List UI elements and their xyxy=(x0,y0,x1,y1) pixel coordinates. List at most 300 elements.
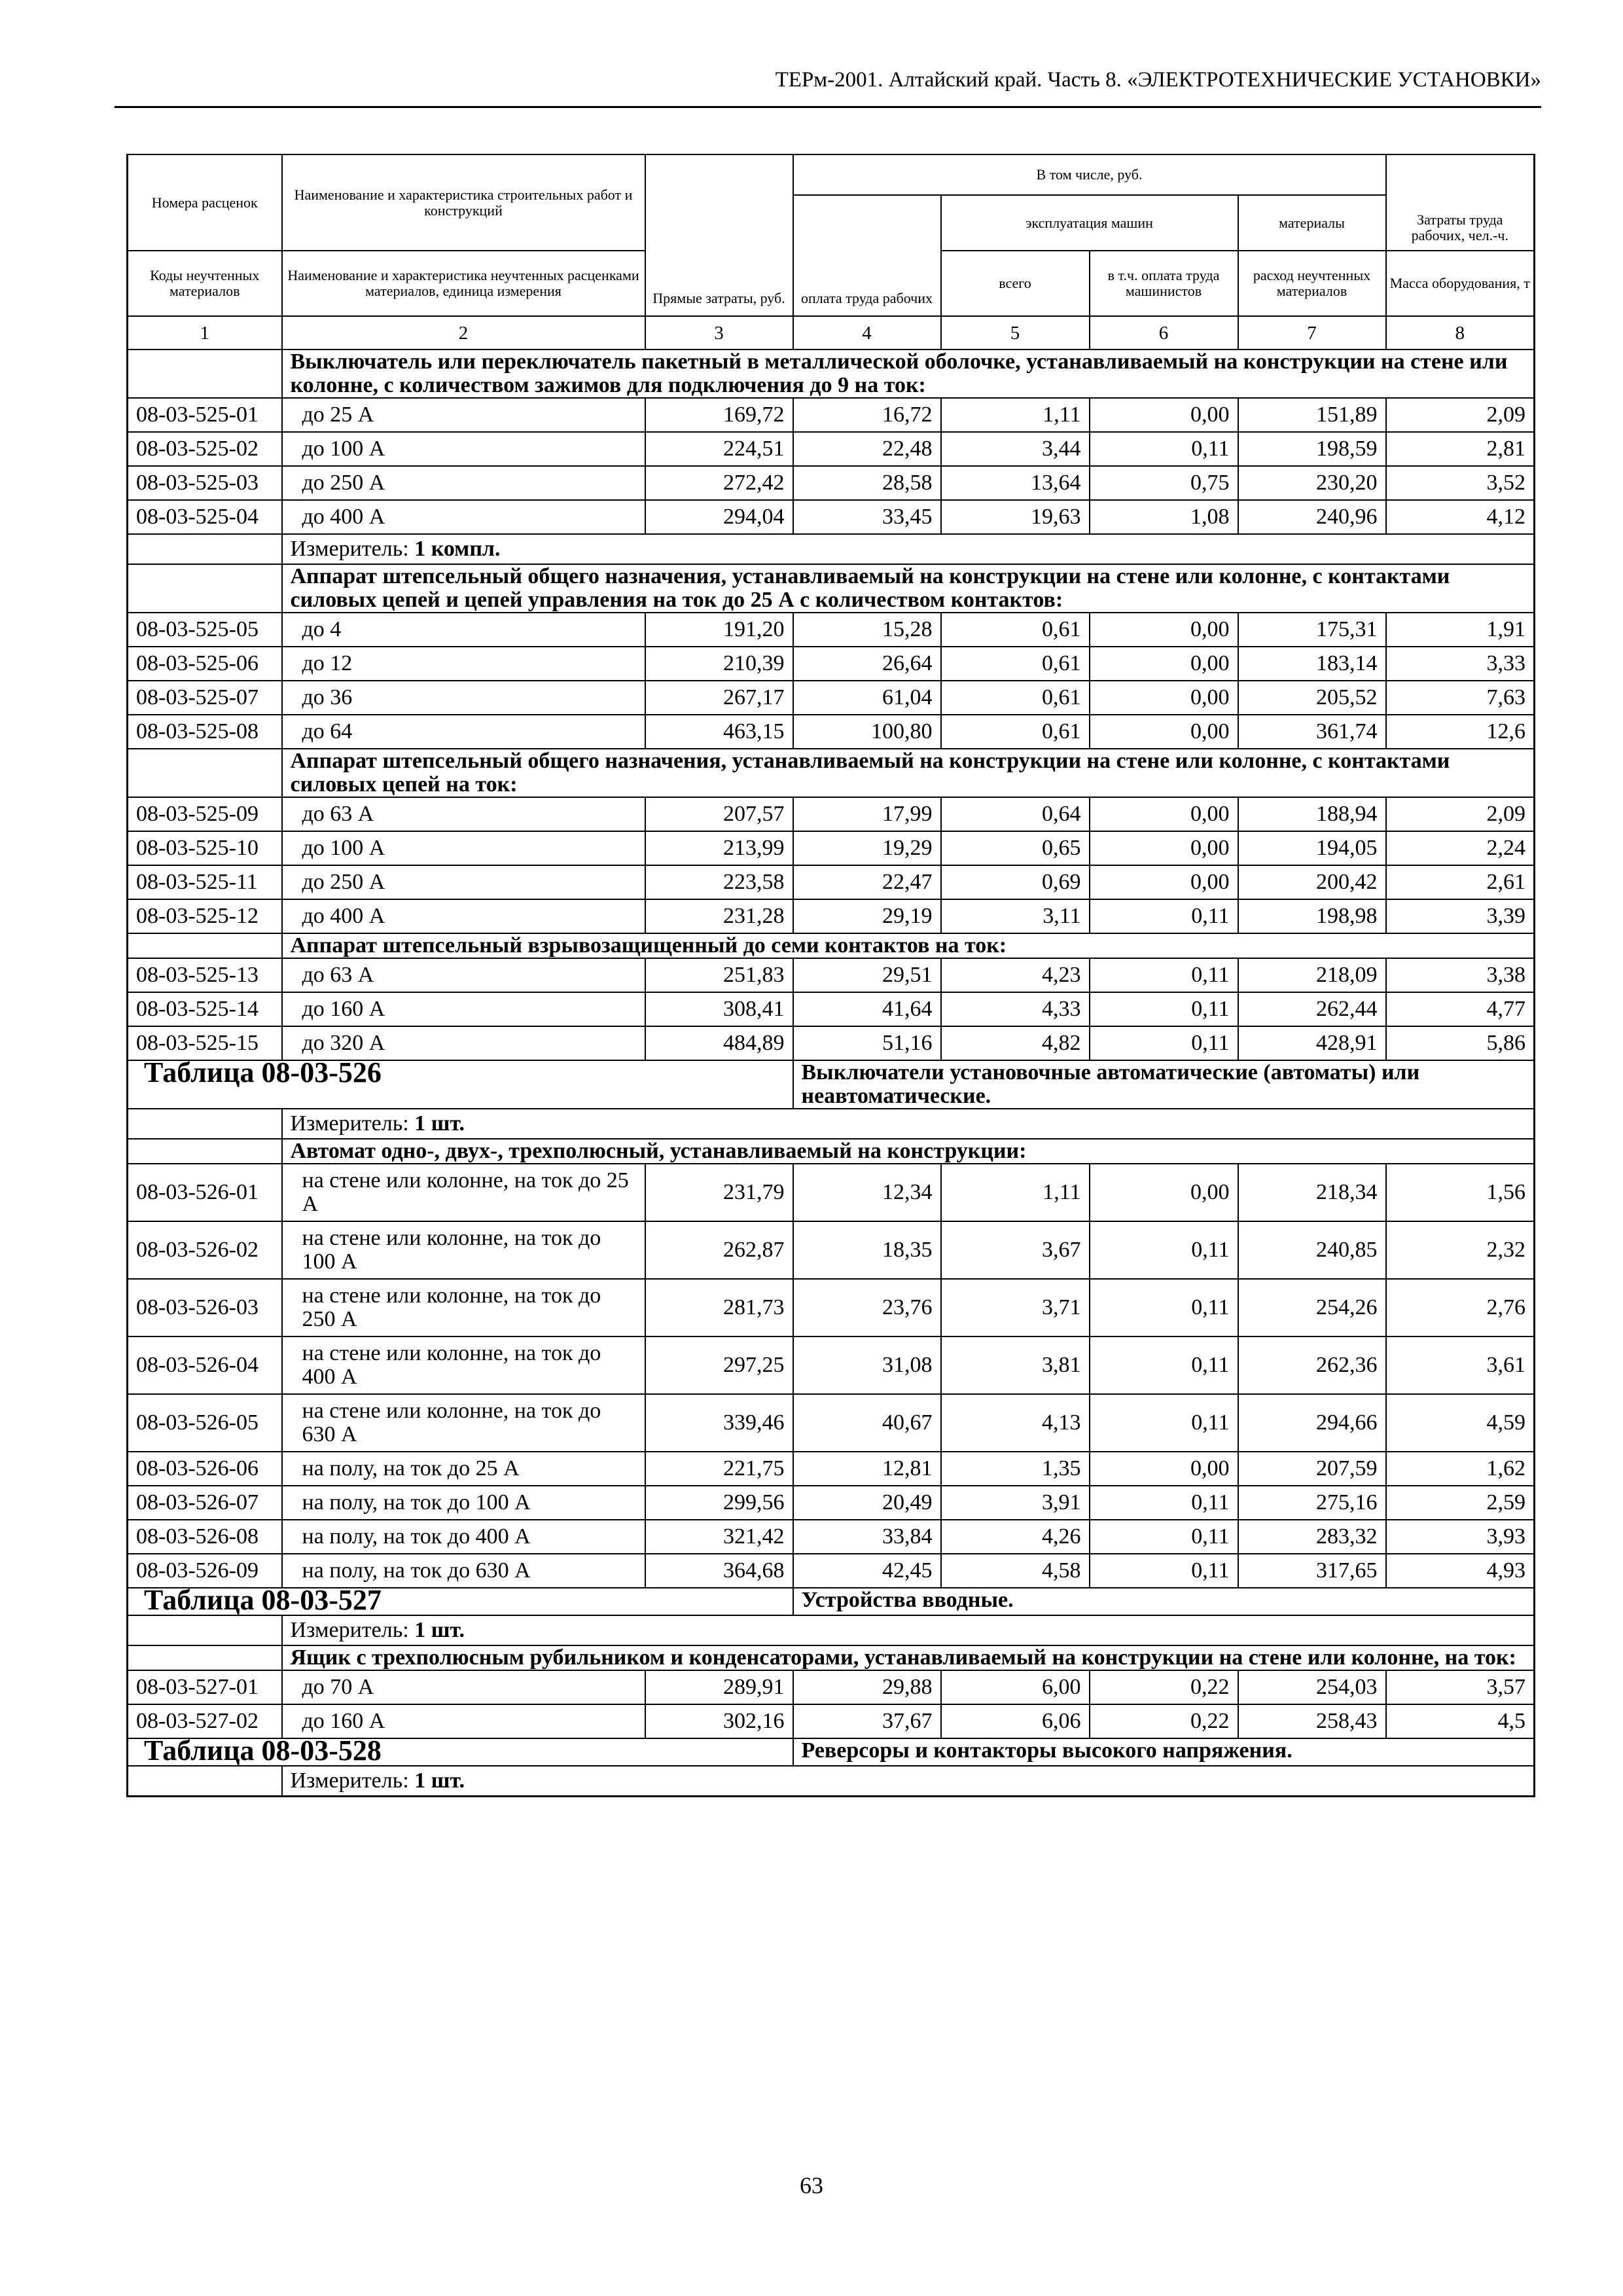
table-title: Выключатели установочные автоматические (автоматы) или неавтоматические. xyxy=(793,1060,1535,1109)
machines-total: 3,67 xyxy=(941,1221,1090,1279)
machinist-pay: 0,11 xyxy=(1090,1394,1238,1452)
materials-cost: 200,42 xyxy=(1238,865,1386,899)
section-spacer xyxy=(128,749,282,797)
direct-cost: 302,16 xyxy=(645,1704,793,1738)
table-row xyxy=(128,1486,1535,1520)
table-number: Таблица 08-03-528 xyxy=(144,1734,382,1767)
labor-hours: 4,59 xyxy=(1386,1394,1535,1452)
column-number: 6 xyxy=(1090,316,1238,350)
machines-total: 4,23 xyxy=(941,958,1090,992)
labor-hours: 2,81 xyxy=(1386,432,1535,466)
materials-cost: 198,98 xyxy=(1238,899,1386,933)
work-name: на стене или колонне, на ток до 25 А xyxy=(282,1164,645,1221)
labor-hours: 4,77 xyxy=(1386,992,1535,1026)
machines-total: 0,64 xyxy=(941,797,1090,831)
machines-total: 1,11 xyxy=(941,398,1090,432)
section-heading-row xyxy=(128,1139,1535,1164)
labor-hours: 2,76 xyxy=(1386,1279,1535,1336)
labor-hours: 2,09 xyxy=(1386,398,1535,432)
work-name: до 12 xyxy=(282,647,645,681)
labor-hours: 1,56 xyxy=(1386,1164,1535,1221)
section-spacer xyxy=(128,534,282,564)
machines-total: 3,91 xyxy=(941,1486,1090,1520)
work-name: на полу, на ток до 25 А xyxy=(282,1452,645,1486)
machinist-pay: 0,11 xyxy=(1090,899,1238,933)
labor-hours: 4,12 xyxy=(1386,500,1535,534)
work-name: до 160 А xyxy=(282,1704,645,1738)
table-row xyxy=(128,681,1535,715)
table-row xyxy=(128,1336,1535,1394)
labor-hours: 12,6 xyxy=(1386,715,1535,749)
machines-total: 0,61 xyxy=(941,647,1090,681)
materials-cost: 183,14 xyxy=(1238,647,1386,681)
rate-code: 08-03-525-02 xyxy=(128,432,282,466)
measure-label: Измеритель: xyxy=(290,537,409,561)
labor-hours: 1,91 xyxy=(1386,613,1535,647)
direct-cost: 297,25 xyxy=(645,1336,793,1394)
machinist-pay: 0,11 xyxy=(1090,992,1238,1026)
rate-code: 08-03-525-09 xyxy=(128,797,282,831)
materials-cost: 240,85 xyxy=(1238,1221,1386,1279)
rate-code: 08-03-527-02 xyxy=(128,1704,282,1738)
machinist-pay: 0,00 xyxy=(1090,398,1238,432)
machines-total: 4,13 xyxy=(941,1394,1090,1452)
table-row xyxy=(128,1279,1535,1336)
table-title-row xyxy=(128,1738,1535,1766)
measure-row xyxy=(128,1766,1535,1797)
labor-hours: 4,93 xyxy=(1386,1554,1535,1588)
work-name: до 25 А xyxy=(282,398,645,432)
rate-code: 08-03-527-01 xyxy=(128,1670,282,1704)
direct-cost: 210,39 xyxy=(645,647,793,681)
work-name: до 400 А xyxy=(282,899,645,933)
header-machines: эксплуатация машин xyxy=(941,195,1238,251)
direct-cost: 262,87 xyxy=(645,1221,793,1279)
table-number-cell xyxy=(128,1734,793,1767)
section-heading-row xyxy=(128,933,1535,958)
work-name: на стене или колонне, на ток до 630 А xyxy=(282,1394,645,1452)
labor-hours: 3,93 xyxy=(1386,1520,1535,1554)
section-heading: Автомат одно-, двух-, трехполюсный, устанавливаемый на конструкции: xyxy=(282,1139,1535,1164)
section-heading-row xyxy=(128,1645,1535,1670)
worker-pay: 23,76 xyxy=(793,1279,941,1336)
direct-cost: 289,91 xyxy=(645,1670,793,1704)
machinist-pay: 0,00 xyxy=(1090,1452,1238,1486)
machinist-pay: 0,00 xyxy=(1090,797,1238,831)
table-number-cell xyxy=(128,1056,793,1109)
table-row xyxy=(128,1164,1535,1221)
machines-total: 0,61 xyxy=(941,681,1090,715)
column-number: 7 xyxy=(1238,316,1386,350)
machinist-pay: 0,11 xyxy=(1090,1336,1238,1394)
column-numbers-row xyxy=(128,316,1535,350)
materials-cost: 198,59 xyxy=(1238,432,1386,466)
worker-pay: 42,45 xyxy=(793,1554,941,1588)
table-row xyxy=(128,432,1535,466)
materials-cost: 283,32 xyxy=(1238,1520,1386,1554)
direct-cost: 231,79 xyxy=(645,1164,793,1221)
labor-hours: 2,24 xyxy=(1386,831,1535,865)
direct-cost: 463,15 xyxy=(645,715,793,749)
work-name: до 400 А xyxy=(282,500,645,534)
work-name: до 4 xyxy=(282,613,645,647)
table-row xyxy=(128,1520,1535,1554)
materials-cost: 240,96 xyxy=(1238,500,1386,534)
column-number: 8 xyxy=(1386,316,1535,350)
table-row xyxy=(128,831,1535,865)
worker-pay: 12,81 xyxy=(793,1452,941,1486)
running-header: ТЕРм-2001. Алтайский край. Часть 8. «ЭЛЕКТРОТЕХНИЧЕСКИЕ УСТАНОВКИ» xyxy=(115,68,1541,108)
worker-pay: 12,34 xyxy=(793,1164,941,1221)
rate-code: 08-03-525-11 xyxy=(128,865,282,899)
rates-table xyxy=(126,154,1535,1797)
work-name: до 250 А xyxy=(282,865,645,899)
section-heading: Ящик с трехполюсным рубильником и конденсаторами, устанавливаемый на конструкции на стене или колонне, на ток: xyxy=(282,1645,1535,1670)
worker-pay: 29,51 xyxy=(793,958,941,992)
work-name: на полу, на ток до 630 А xyxy=(282,1554,645,1588)
machines-total: 0,61 xyxy=(941,715,1090,749)
labor-hours: 3,38 xyxy=(1386,958,1535,992)
table-row xyxy=(128,1670,1535,1704)
direct-cost: 251,83 xyxy=(645,958,793,992)
rate-code: 08-03-526-01 xyxy=(128,1164,282,1221)
page-number: 63 xyxy=(800,2172,823,2198)
work-name: до 63 А xyxy=(282,958,645,992)
labor-hours: 2,59 xyxy=(1386,1486,1535,1520)
direct-cost: 339,46 xyxy=(645,1394,793,1452)
section-spacer xyxy=(128,1615,282,1645)
table-title: Реверсоры и контакторы высокого напряжения. xyxy=(793,1738,1535,1766)
rate-code: 08-03-525-03 xyxy=(128,466,282,500)
table-row xyxy=(128,715,1535,749)
table-row xyxy=(128,613,1535,647)
table-row xyxy=(128,797,1535,831)
machines-total: 6,06 xyxy=(941,1704,1090,1738)
worker-pay: 20,49 xyxy=(793,1486,941,1520)
column-number: 5 xyxy=(941,316,1090,350)
materials-cost: 428,91 xyxy=(1238,1026,1386,1060)
labor-hours: 5,86 xyxy=(1386,1026,1535,1060)
table-number-cell xyxy=(128,1584,793,1616)
table-number: Таблица 08-03-527 xyxy=(144,1584,382,1616)
column-number: 4 xyxy=(793,316,941,350)
worker-pay: 51,16 xyxy=(793,1026,941,1060)
measure-label: Измеритель: xyxy=(290,1618,409,1642)
labor-hours: 3,52 xyxy=(1386,466,1535,500)
worker-pay: 16,72 xyxy=(793,398,941,432)
machines-total: 3,71 xyxy=(941,1279,1090,1336)
materials-cost: 294,66 xyxy=(1238,1394,1386,1452)
table-row xyxy=(128,1452,1535,1486)
machines-total: 0,65 xyxy=(941,831,1090,865)
materials-cost: 254,26 xyxy=(1238,1279,1386,1336)
worker-pay: 22,47 xyxy=(793,865,941,899)
measure-row xyxy=(128,1109,1535,1139)
measure-value: 1 компл. xyxy=(414,537,501,561)
header-worker-pay: оплата труда рабочих xyxy=(793,195,941,316)
header-machinist-pay: в т.ч. оплата труда машинистов xyxy=(1090,251,1238,316)
measure-unit xyxy=(282,1615,1535,1645)
work-name: на стене или колонне, на ток до 400 А xyxy=(282,1336,645,1394)
work-name: до 160 А xyxy=(282,992,645,1026)
header-materials: материалы xyxy=(1238,195,1386,251)
materials-cost: 218,34 xyxy=(1238,1164,1386,1221)
rate-code: 08-03-526-03 xyxy=(128,1279,282,1336)
machines-total: 3,11 xyxy=(941,899,1090,933)
header-name-bottom: Наименование и характеристика неучтенных расценками материалов, единица измерения xyxy=(282,251,645,316)
direct-cost: 308,41 xyxy=(645,992,793,1026)
work-name: на стене или колонне, на ток до 100 А xyxy=(282,1221,645,1279)
machinist-pay: 0,00 xyxy=(1090,613,1238,647)
direct-cost: 299,56 xyxy=(645,1486,793,1520)
materials-cost: 151,89 xyxy=(1238,398,1386,432)
machines-total: 4,82 xyxy=(941,1026,1090,1060)
machinist-pay: 0,00 xyxy=(1090,1164,1238,1221)
rate-code: 08-03-525-15 xyxy=(128,1026,282,1060)
machinist-pay: 0,11 xyxy=(1090,1554,1238,1588)
section-spacer xyxy=(128,1109,282,1139)
table-row xyxy=(128,958,1535,992)
measure-unit xyxy=(282,1109,1535,1139)
table-row xyxy=(128,1394,1535,1452)
measure-unit xyxy=(282,1766,1535,1797)
direct-cost: 294,04 xyxy=(645,500,793,534)
header-row xyxy=(128,154,1535,195)
machines-total: 19,63 xyxy=(941,500,1090,534)
direct-cost: 207,57 xyxy=(645,797,793,831)
table-row xyxy=(128,466,1535,500)
materials-cost: 218,09 xyxy=(1238,958,1386,992)
direct-cost: 272,42 xyxy=(645,466,793,500)
worker-pay: 40,67 xyxy=(793,1394,941,1452)
rate-code: 08-03-525-07 xyxy=(128,681,282,715)
column-number: 1 xyxy=(128,316,282,350)
materials-cost: 207,59 xyxy=(1238,1452,1386,1486)
machinist-pay: 0,00 xyxy=(1090,865,1238,899)
section-heading-row xyxy=(128,350,1535,398)
machines-total: 1,11 xyxy=(941,1164,1090,1221)
section-spacer xyxy=(128,564,282,613)
measure-value: 1 шт. xyxy=(414,1111,465,1136)
direct-cost: 224,51 xyxy=(645,432,793,466)
machinist-pay: 0,11 xyxy=(1090,1026,1238,1060)
machinist-pay: 0,11 xyxy=(1090,432,1238,466)
rate-code: 08-03-525-13 xyxy=(128,958,282,992)
machinist-pay: 0,11 xyxy=(1090,958,1238,992)
rate-code: 08-03-525-08 xyxy=(128,715,282,749)
worker-pay: 22,48 xyxy=(793,432,941,466)
rate-code: 08-03-526-07 xyxy=(128,1486,282,1520)
machines-total: 3,81 xyxy=(941,1336,1090,1394)
table-title-row xyxy=(128,1588,1535,1615)
section-spacer xyxy=(128,1645,282,1670)
header-direct-costs: Прямые затраты, руб. xyxy=(645,154,793,316)
measure-row xyxy=(128,534,1535,564)
labor-hours: 2,09 xyxy=(1386,797,1535,831)
rate-code: 08-03-525-01 xyxy=(128,398,282,432)
measure-unit xyxy=(282,534,1535,564)
direct-cost: 169,72 xyxy=(645,398,793,432)
table-row xyxy=(128,398,1535,432)
rate-code: 08-03-526-06 xyxy=(128,1452,282,1486)
machines-total: 4,26 xyxy=(941,1520,1090,1554)
direct-cost: 267,17 xyxy=(645,681,793,715)
worker-pay: 18,35 xyxy=(793,1221,941,1279)
direct-cost: 321,42 xyxy=(645,1520,793,1554)
worker-pay: 17,99 xyxy=(793,797,941,831)
machinist-pay: 1,08 xyxy=(1090,500,1238,534)
section-spacer xyxy=(128,933,282,958)
table-row xyxy=(128,1221,1535,1279)
header-name-top: Наименование и характеристика строительных работ и конструкций xyxy=(282,154,645,251)
work-name: до 320 А xyxy=(282,1026,645,1060)
materials-cost: 175,31 xyxy=(1238,613,1386,647)
machinist-pay: 0,00 xyxy=(1090,681,1238,715)
table-row xyxy=(128,992,1535,1026)
labor-hours: 3,57 xyxy=(1386,1670,1535,1704)
materials-cost: 254,03 xyxy=(1238,1670,1386,1704)
worker-pay: 29,19 xyxy=(793,899,941,933)
section-heading: Аппарат штепсельный общего назначения, устанавливаемый на конструкции на стене или колонне, с контактами силовых цепей и цепей управления на ток до 25 А с количеством контактов: xyxy=(282,564,1535,613)
machinist-pay: 0,00 xyxy=(1090,647,1238,681)
table-title-row xyxy=(128,1060,1535,1109)
labor-hours: 2,32 xyxy=(1386,1221,1535,1279)
header-labor-costs: Затраты труда рабочих, чел.-ч. xyxy=(1386,154,1535,251)
direct-cost: 231,28 xyxy=(645,899,793,933)
column-number: 2 xyxy=(282,316,645,350)
section-spacer xyxy=(128,350,282,398)
direct-cost: 484,89 xyxy=(645,1026,793,1060)
work-name: до 100 А xyxy=(282,831,645,865)
machines-total: 6,00 xyxy=(941,1670,1090,1704)
table-row xyxy=(128,1554,1535,1588)
machines-total: 4,33 xyxy=(941,992,1090,1026)
machines-total: 0,69 xyxy=(941,865,1090,899)
work-name: до 64 xyxy=(282,715,645,749)
worker-pay: 41,64 xyxy=(793,992,941,1026)
worker-pay: 26,64 xyxy=(793,647,941,681)
worker-pay: 100,80 xyxy=(793,715,941,749)
worker-pay: 33,45 xyxy=(793,500,941,534)
labor-hours: 4,5 xyxy=(1386,1704,1535,1738)
worker-pay: 19,29 xyxy=(793,831,941,865)
worker-pay: 15,28 xyxy=(793,613,941,647)
section-heading-row xyxy=(128,749,1535,797)
labor-hours: 3,39 xyxy=(1386,899,1535,933)
work-name: на стене или колонне, на ток до 250 А xyxy=(282,1279,645,1336)
materials-cost: 194,05 xyxy=(1238,831,1386,865)
worker-pay: 29,88 xyxy=(793,1670,941,1704)
table-row xyxy=(128,899,1535,933)
machinist-pay: 0,75 xyxy=(1090,466,1238,500)
measure-row xyxy=(128,1615,1535,1645)
machines-total: 0,61 xyxy=(941,613,1090,647)
machines-total: 13,64 xyxy=(941,466,1090,500)
direct-cost: 213,99 xyxy=(645,831,793,865)
rate-code: 08-03-526-08 xyxy=(128,1520,282,1554)
direct-cost: 281,73 xyxy=(645,1279,793,1336)
materials-cost: 275,16 xyxy=(1238,1486,1386,1520)
rate-code: 08-03-526-02 xyxy=(128,1221,282,1279)
measure-value: 1 шт. xyxy=(414,1618,465,1642)
machinist-pay: 0,22 xyxy=(1090,1670,1238,1704)
work-name: до 70 А xyxy=(282,1670,645,1704)
rate-code: 08-03-525-14 xyxy=(128,992,282,1026)
direct-cost: 364,68 xyxy=(645,1554,793,1588)
rate-code: 08-03-525-06 xyxy=(128,647,282,681)
table-row xyxy=(128,647,1535,681)
labor-hours: 3,61 xyxy=(1386,1336,1535,1394)
machinist-pay: 0,00 xyxy=(1090,831,1238,865)
header-equipment-mass: Масса оборудования, т xyxy=(1386,251,1535,316)
worker-pay: 28,58 xyxy=(793,466,941,500)
direct-cost: 221,75 xyxy=(645,1452,793,1486)
measure-value: 1 шт. xyxy=(414,1768,465,1793)
work-name: до 250 А xyxy=(282,466,645,500)
table-title: Устройства вводные. xyxy=(793,1588,1535,1615)
labor-hours: 7,63 xyxy=(1386,681,1535,715)
table-row xyxy=(128,1026,1535,1060)
worker-pay: 33,84 xyxy=(793,1520,941,1554)
rate-code: 08-03-526-09 xyxy=(128,1554,282,1588)
table-row xyxy=(128,865,1535,899)
work-name: на полу, на ток до 400 А xyxy=(282,1520,645,1554)
labor-hours: 3,33 xyxy=(1386,647,1535,681)
header-machines-total: всего xyxy=(941,251,1090,316)
rate-code: 08-03-526-05 xyxy=(128,1394,282,1452)
worker-pay: 37,67 xyxy=(793,1704,941,1738)
measure-label: Измеритель: xyxy=(290,1111,409,1136)
materials-cost: 188,94 xyxy=(1238,797,1386,831)
section-heading-row xyxy=(128,564,1535,613)
section-heading: Выключатель или переключатель пакетный в металлической оболочке, устанавливаемый на конструкции на стене или колонне, с количеством зажимов для подключения до 9 на ток: xyxy=(282,350,1535,398)
rate-code: 08-03-525-12 xyxy=(128,899,282,933)
machinist-pay: 0,11 xyxy=(1090,1279,1238,1336)
rate-code: 08-03-525-10 xyxy=(128,831,282,865)
materials-cost: 262,44 xyxy=(1238,992,1386,1026)
machinist-pay: 0,22 xyxy=(1090,1704,1238,1738)
table-number: Таблица 08-03-526 xyxy=(144,1056,382,1088)
machines-total: 3,44 xyxy=(941,432,1090,466)
rate-code: 08-03-526-04 xyxy=(128,1336,282,1394)
rate-code: 08-03-525-05 xyxy=(128,613,282,647)
labor-hours: 2,61 xyxy=(1386,865,1535,899)
table-row xyxy=(128,500,1535,534)
header-codes-top: Номера расценок xyxy=(128,154,282,251)
direct-cost: 191,20 xyxy=(645,613,793,647)
machinist-pay: 0,11 xyxy=(1090,1221,1238,1279)
table-row xyxy=(128,1704,1535,1738)
materials-cost: 317,65 xyxy=(1238,1554,1386,1588)
work-name: до 36 xyxy=(282,681,645,715)
rate-code: 08-03-525-04 xyxy=(128,500,282,534)
machines-total: 1,35 xyxy=(941,1452,1090,1486)
direct-cost: 223,58 xyxy=(645,865,793,899)
column-number: 3 xyxy=(645,316,793,350)
section-spacer xyxy=(128,1766,282,1797)
machinist-pay: 0,11 xyxy=(1090,1486,1238,1520)
header-including: В том числе, руб. xyxy=(793,154,1386,195)
materials-cost: 230,20 xyxy=(1238,466,1386,500)
worker-pay: 61,04 xyxy=(793,681,941,715)
work-name: на полу, на ток до 100 А xyxy=(282,1486,645,1520)
labor-hours: 1,62 xyxy=(1386,1452,1535,1486)
work-name: до 100 А xyxy=(282,432,645,466)
section-heading: Аппарат штепсельный общего назначения, устанавливаемый на конструкции на стене или колонне, с контактами силовых цепей на ток: xyxy=(282,749,1535,797)
machines-total: 4,58 xyxy=(941,1554,1090,1588)
work-name: до 63 А xyxy=(282,797,645,831)
materials-cost: 258,43 xyxy=(1238,1704,1386,1738)
